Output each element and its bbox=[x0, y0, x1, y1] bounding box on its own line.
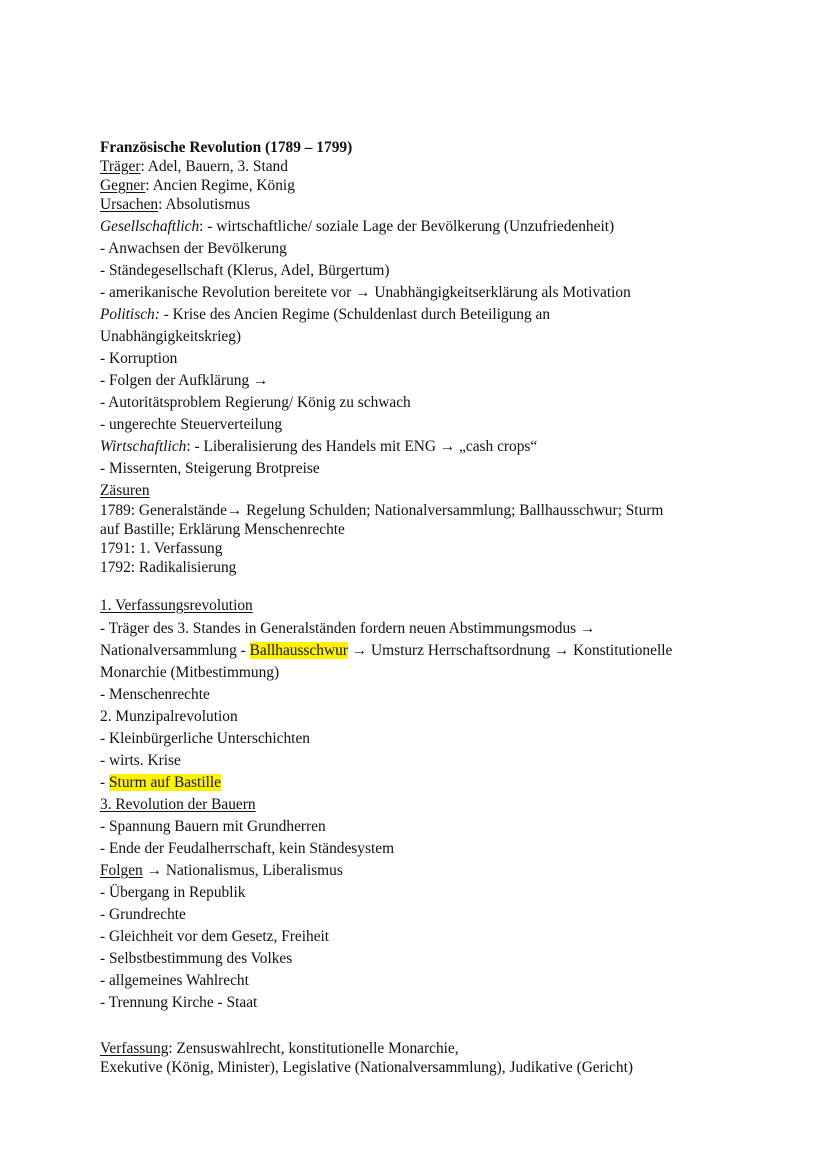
list-item: - Missernten, Steigerung Brotpreise bbox=[100, 460, 320, 477]
list-item: - Grundrechte bbox=[100, 906, 186, 923]
wirtschaftlich-line bbox=[100, 438, 537, 456]
verfassung-label: Verfassung bbox=[100, 1040, 169, 1057]
verfassung-line2: Exekutive (König, Minister), Legislative (Nationalversammlung), Judikative (Gericht) bbox=[100, 1059, 633, 1076]
list-item: - Ende der Feudalherrschaft, kein Ständesystem bbox=[100, 840, 395, 857]
list-item: - Träger des 3. Standes in Generalständen fordern neuen Abstimmungsmodus → bbox=[100, 620, 596, 637]
traeger-text: : Adel, Bauern, 3. Stand bbox=[140, 158, 288, 175]
line-text: → Umsturz Herrschaftsordnung → Konstitutionelle bbox=[347, 642, 673, 659]
list-item: 1789: Generalstände→ Regelung Schulden; Nationalversammlung; Ballhausschwur; Sturm bbox=[100, 502, 664, 519]
gegner-label: Gegner bbox=[100, 177, 146, 194]
list-item: - amerikanische Revolution bereitete vor → Unabhängigkeitserklärung als Motivation bbox=[100, 284, 631, 301]
list-item: 1792: Radikalisierung bbox=[100, 559, 237, 576]
list-item: - Ständegesellschaft (Klerus, Adel, Bürgertum) bbox=[100, 262, 390, 279]
politisch-line bbox=[100, 306, 550, 324]
politisch-label: Politisch: bbox=[100, 306, 160, 323]
gegner-line bbox=[100, 177, 295, 195]
list-item: - Selbstbestimmung des Volkes bbox=[100, 950, 293, 967]
gesellschaftlich-label: Gesellschaftlich bbox=[100, 218, 200, 235]
highlight-sturm-auf-bastille: Sturm auf Bastille bbox=[108, 774, 221, 791]
list-item: - wirts. Krise bbox=[100, 752, 181, 769]
folgen-text: → Nationalismus, Liberalismus bbox=[142, 862, 343, 879]
wirtschaftlich-text: : - Liberalisierung des Handels mit ENG → „cash crops“ bbox=[186, 438, 538, 455]
folgen-line bbox=[100, 862, 343, 880]
list-item: auf Bastille; Erklärung Menschenrechte bbox=[100, 521, 345, 538]
politisch-text-continued: Unabhängigkeitskrieg) bbox=[100, 328, 242, 345]
verfassungsrevolution-line2 bbox=[100, 642, 672, 660]
list-item: - Kleinbürgerliche Unterschichten bbox=[100, 730, 310, 747]
gegner-text: : Ancien Regime, König bbox=[145, 177, 295, 194]
list-item: - ungerechte Steuerverteilung bbox=[100, 416, 283, 433]
highlight-ballhausschwur: Ballhausschwur bbox=[249, 642, 348, 659]
folgen-label: Folgen bbox=[100, 862, 143, 879]
munizipal-heading: 2. Munzipalrevolution bbox=[100, 708, 238, 725]
verfassung-text: : Zensuswahlrecht, konstitutionelle Monarchie, bbox=[168, 1040, 459, 1057]
line-text: - bbox=[100, 774, 109, 791]
list-item: - Folgen der Aufklärung → bbox=[100, 372, 269, 389]
list-item: 1791: 1. Verfassung bbox=[100, 540, 223, 557]
verfassung-line bbox=[100, 1040, 459, 1058]
list-item: - Trennung Kirche - Staat bbox=[100, 994, 258, 1011]
list-item: - Autoritätsproblem Regierung/ König zu schwach bbox=[100, 394, 411, 411]
wirtschaftlich-label: Wirtschaftlich bbox=[100, 438, 187, 455]
ursachen-label: Ursachen bbox=[100, 196, 159, 213]
list-item: - Spannung Bauern mit Grundherren bbox=[100, 818, 326, 835]
document-title: Französische Revolution (1789 – 1799) bbox=[100, 139, 353, 156]
list-item: - Korruption bbox=[100, 350, 178, 367]
line-text: Nationalversammlung - bbox=[100, 642, 250, 659]
gesellschaftlich-line bbox=[100, 218, 614, 236]
gesellschaftlich-text: : - wirtschaftliche/ soziale Lage der Bevölkerung (Unzufriedenheit) bbox=[199, 218, 615, 235]
ursachen-line bbox=[100, 196, 250, 214]
list-item: - Gleichheit vor dem Gesetz, Freiheit bbox=[100, 928, 330, 945]
traeger-line bbox=[100, 158, 288, 176]
ursachen-text: : Absolutismus bbox=[158, 196, 251, 213]
list-item: - allgemeines Wahlrecht bbox=[100, 972, 249, 989]
zaesuren-heading: Zäsuren bbox=[100, 482, 150, 499]
munizipal-last-line bbox=[100, 774, 221, 792]
list-item: - Anwachsen der Bevölkerung bbox=[100, 240, 287, 257]
politisch-text: - Krise des Ancien Regime (Schuldenlast durch Beteiligung an bbox=[159, 306, 551, 323]
list-item: - Übergang in Republik bbox=[100, 884, 246, 901]
verfassungsrevolution-heading: 1. Verfassungsrevolution bbox=[100, 597, 253, 614]
list-item: Monarchie (Mitbestimmung) bbox=[100, 664, 280, 681]
traeger-label: Träger bbox=[100, 158, 141, 175]
list-item: - Menschenrechte bbox=[100, 686, 210, 703]
bauern-heading: 3. Revolution der Bauern bbox=[100, 796, 256, 813]
